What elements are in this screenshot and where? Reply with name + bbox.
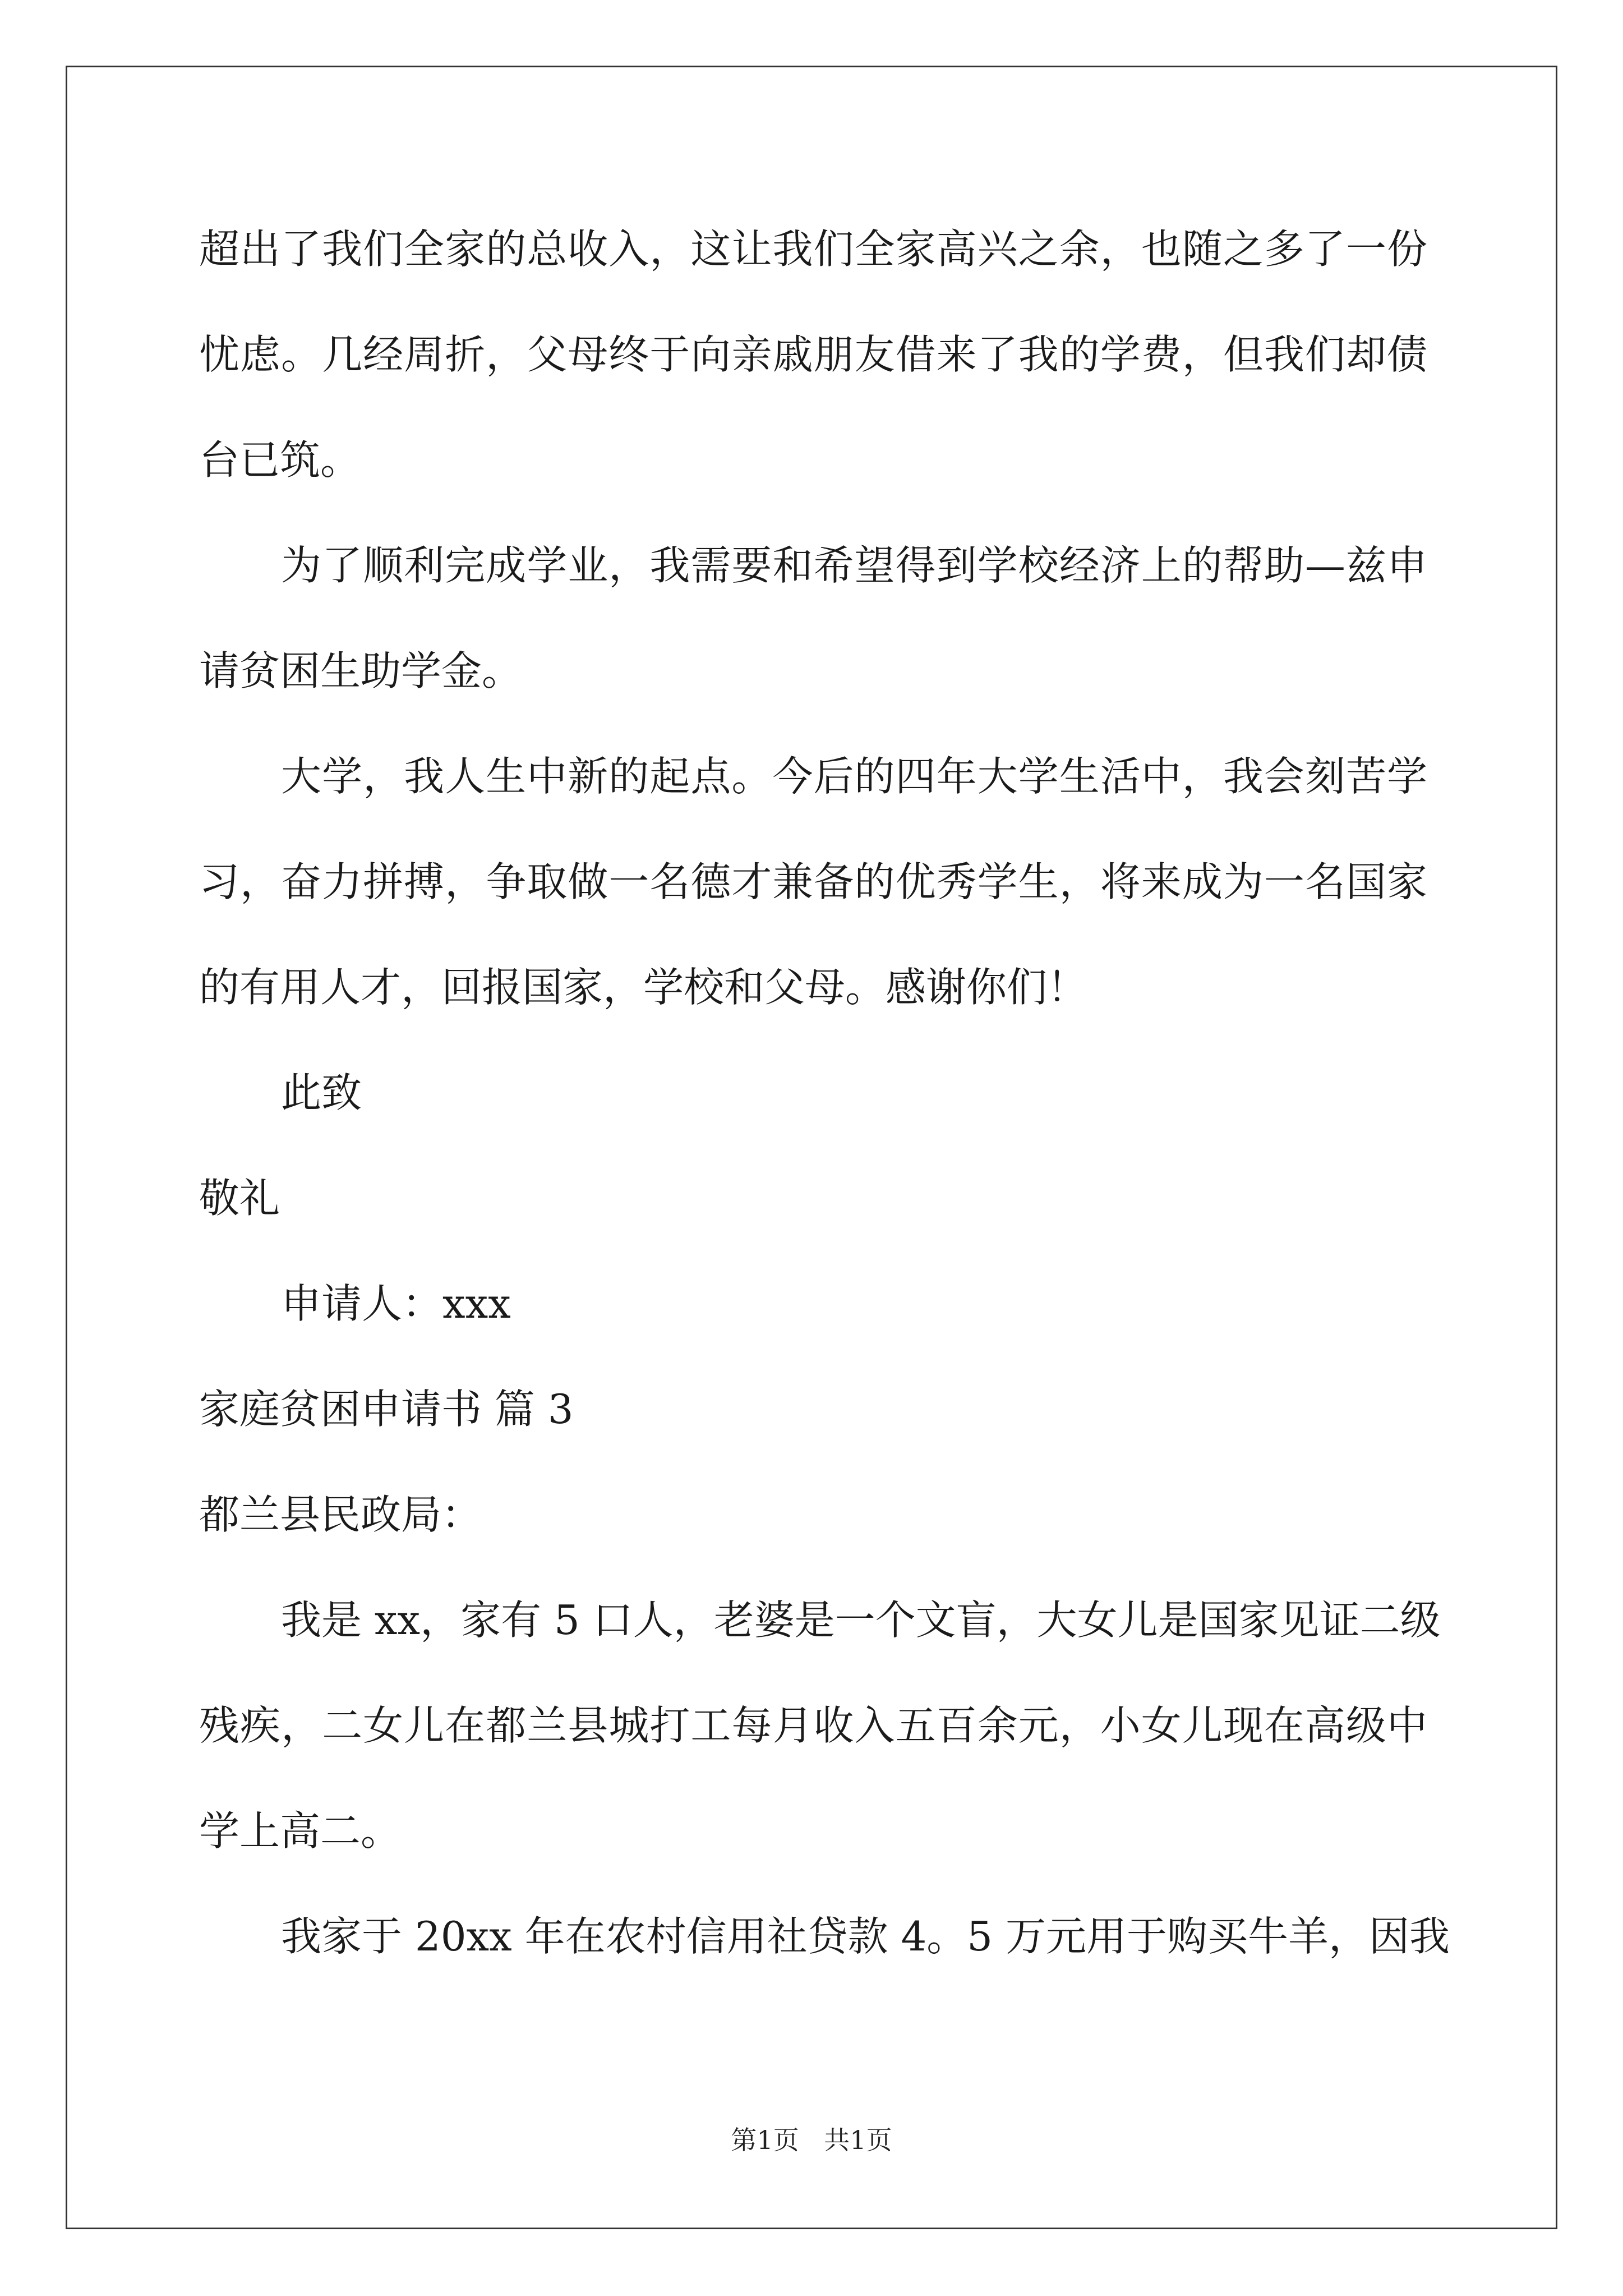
text-line: 习，奋力拼搏，争取做一名德才兼备的优秀学生，将来成为一名国家 [199,858,1427,905]
recipient-line: 都兰县民政局： [199,1491,482,1538]
page-footer: 第1页 共1页 [731,2125,892,2155]
section-title: 家庭贫困申请书 篇 3 [199,1386,574,1433]
page-border [66,66,1557,2229]
text-line: 学上高二。 [199,1807,402,1855]
closing-respect: 敬礼 [199,1175,280,1222]
text-line: 残疾，二女儿在都兰县城打工每月收入五百余元，小女儿现在高级中 [199,1702,1427,1749]
text-line: 请贫困生助学金。 [199,647,523,694]
text-line: 超出了我们全家的总收入，这让我们全家高兴之余，也随之多了一份 [199,226,1427,273]
text-line: 的有用人才，回报国家，学校和父母。感谢你们！ [199,964,1088,1011]
text-line: 台已筑。 [199,436,361,484]
text-line: 我是 xx，家有 5 口人，老婆是一个文盲，大女儿是国家见证二级 [281,1596,1441,1644]
applicant-signature: 申请人：xxx [281,1280,511,1327]
text-line: 忧虑。几经周折，父母终于向亲戚朋友借来了我的学费，但我们却债 [199,331,1427,378]
closing-salutation: 此致 [281,1069,362,1116]
text-line: 我家于 20xx 年在农村信用社贷款 4。5 万元用于购买牛羊，因我 [281,1913,1450,1960]
text-line: 大学，我人生中新的起点。今后的四年大学生活中，我会刻苦学 [281,753,1427,800]
text-line: 为了顺利完成学业，我需要和希望得到学校经济上的帮助—兹申 [281,542,1427,589]
